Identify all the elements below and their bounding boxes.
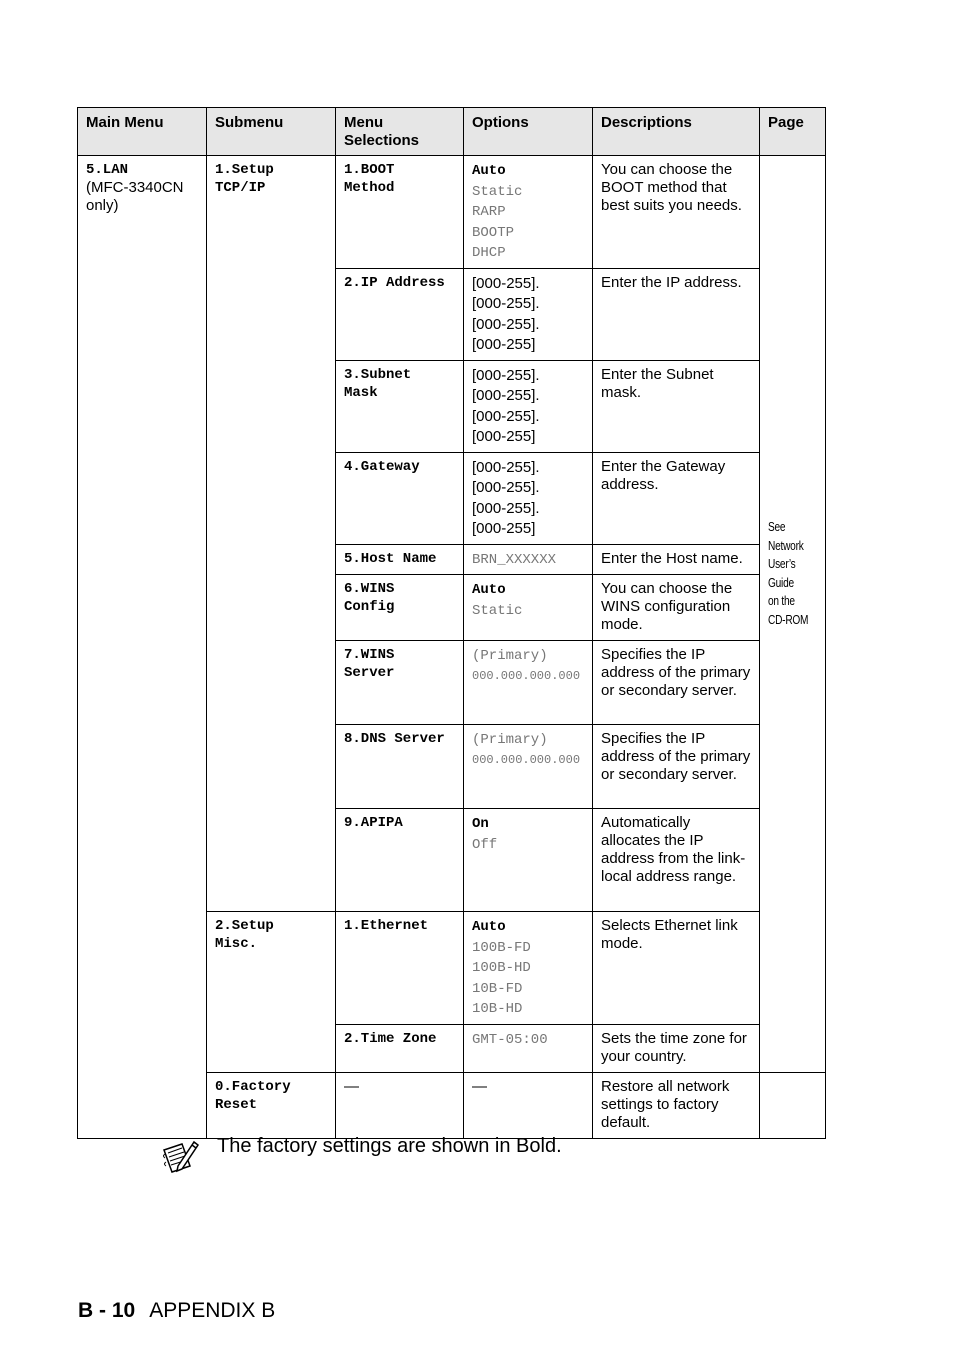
selection-gateway: 4.Gateway — [336, 452, 464, 544]
description-factory-reset: Restore all network settings to factory default. — [593, 1072, 760, 1138]
header-page: Page — [760, 108, 826, 156]
options-boot-method: Auto Static RARP BOOTP DHCP — [464, 156, 593, 269]
options-factory-reset: — — [464, 1072, 593, 1138]
note-pencil-icon — [160, 1136, 200, 1181]
page-reference-cell — [760, 156, 826, 1073]
selection-wins-server: 7.WINS Server — [336, 641, 464, 725]
submenu-factory-reset: 0.Factory Reset — [207, 1072, 336, 1138]
description-time-zone: Sets the time zone for your country. — [593, 1024, 760, 1072]
selection-ethernet: 1.Ethernet — [336, 912, 464, 1025]
description-apipa: Automatically allocates the IP address from the link-local address range. — [593, 809, 760, 912]
selection-time-zone: 2.Time Zone — [336, 1024, 464, 1072]
header-descriptions: Descriptions — [593, 108, 760, 156]
main-menu-code: 5.LAN — [86, 162, 129, 178]
menu-table — [77, 107, 826, 1139]
options-subnet-mask: [000-255]. [000-255]. [000-255]. [000-255] — [464, 360, 593, 452]
selection-boot-method: 1.BOOT Method — [336, 156, 464, 269]
table-row — [78, 156, 826, 269]
page-number: B - 10 — [78, 1299, 136, 1322]
table-header-row — [78, 108, 826, 156]
page-reference: See Network User’s Guide on the CD-ROM — [768, 519, 809, 627]
footer-title: APPENDIX B — [149, 1299, 276, 1322]
options-wins-config: Auto Static — [464, 575, 593, 641]
options-apipa: On Off — [464, 809, 593, 912]
description-ethernet: Selects Ethernet link mode. — [593, 912, 760, 1025]
selection-host-name: 5.Host Name — [336, 544, 464, 575]
selection-wins-config: 6.WINS Config — [336, 575, 464, 641]
description-subnet-mask: Enter the Subnet mask. — [593, 360, 760, 452]
description-ip-address: Enter the IP address. — [593, 268, 760, 360]
header-options: Options — [464, 108, 593, 156]
selection-dns-server: 8.DNS Server — [336, 725, 464, 809]
submenu-setup-misc: 2.Setup Misc. — [207, 912, 336, 1073]
selection-subnet-mask: 3.Subnet Mask — [336, 360, 464, 452]
options-gateway: [000-255]. [000-255]. [000-255]. [000-255] — [464, 452, 593, 544]
options-time-zone: GMT-05:00 — [464, 1024, 593, 1072]
page-cell-empty — [760, 1072, 826, 1138]
selection-ip-address: 2.IP Address — [336, 268, 464, 360]
header-submenu: Submenu — [207, 108, 336, 156]
header-main-menu: Main Menu — [78, 108, 207, 156]
description-boot-method: You can choose the BOOT method that best suits you needs. — [593, 156, 760, 269]
description-gateway: Enter the Gateway address. — [593, 452, 760, 544]
selection-apipa: 9.APIPA — [336, 809, 464, 912]
main-menu-cell — [78, 156, 207, 1139]
main-menu-note: (MFC-3340CN only) — [86, 179, 184, 214]
description-wins-config: You can choose the WINS configuration mode. — [593, 575, 760, 641]
options-dns-server: (Primary) 000.000.000.000 — [464, 725, 593, 809]
options-ethernet: Auto 100B-FD 100B-HD 10B-FD 10B-HD — [464, 912, 593, 1025]
header-menu-selections: Menu Selections — [336, 108, 464, 156]
page-footer — [78, 1299, 275, 1323]
options-wins-server: (Primary) 000.000.000.000 — [464, 641, 593, 725]
description-wins-server: Specifies the IP address of the primary or secondary server. — [593, 641, 760, 725]
options-host-name: BRN_XXXXXX — [464, 544, 593, 575]
submenu-setup-tcpip: 1.Setup TCP/IP — [207, 156, 336, 912]
description-dns-server: Specifies the IP address of the primary or secondary server. — [593, 725, 760, 809]
selection-factory-reset: — — [336, 1072, 464, 1138]
options-ip-address: [000-255]. [000-255]. [000-255]. [000-255] — [464, 268, 593, 360]
factory-settings-note — [160, 1136, 562, 1181]
description-host-name: Enter the Host name. — [593, 544, 760, 575]
note-text: The factory settings are shown in Bold. — [217, 1135, 562, 1157]
